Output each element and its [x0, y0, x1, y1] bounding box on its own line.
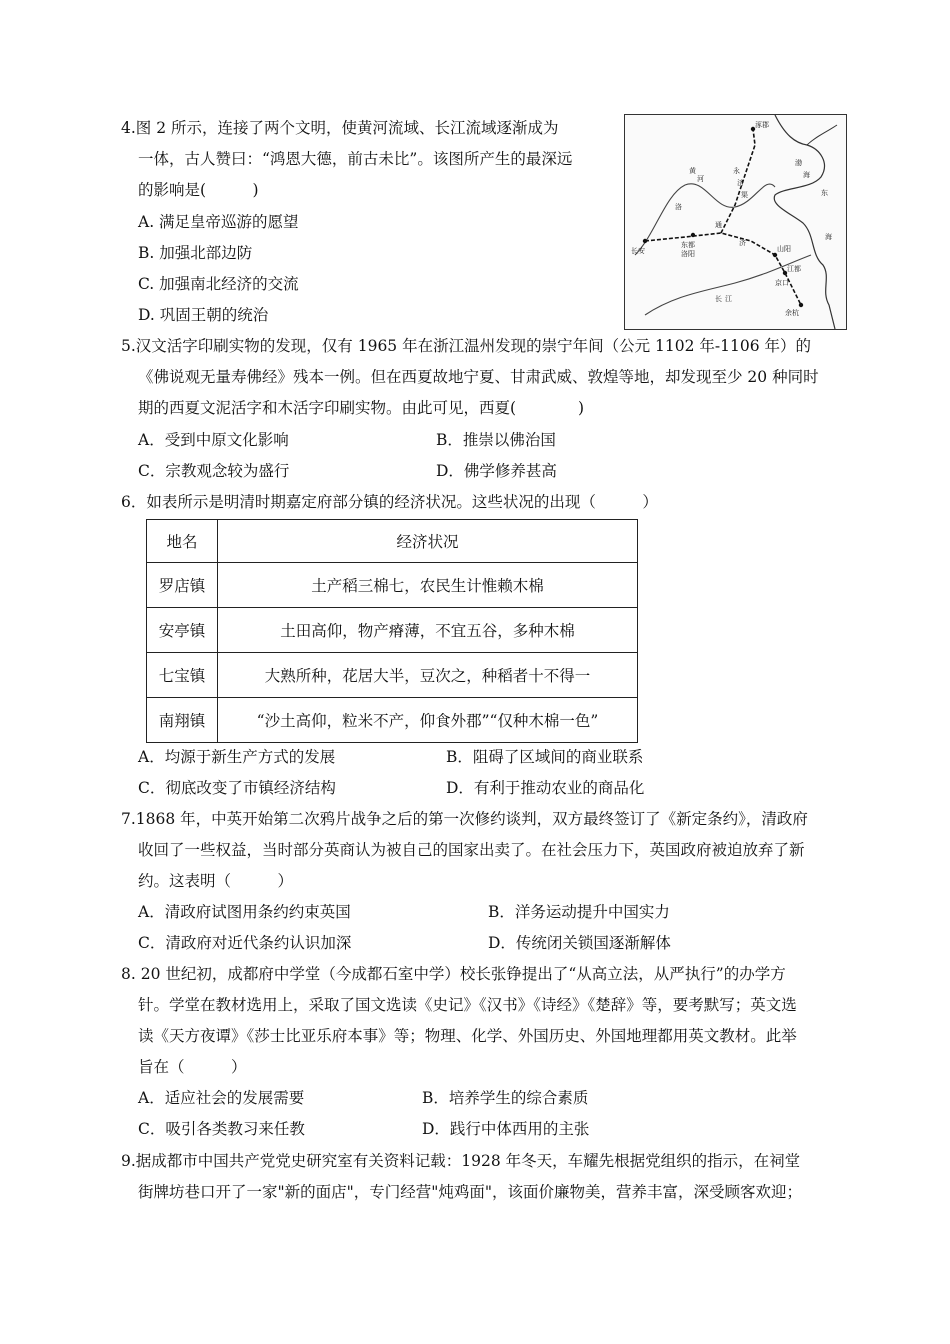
- q8-option-c: C．吸引各类教习来任教: [138, 1120, 305, 1138]
- q7-stem-line-2: 收回了一些权益，当时部分英商认为被自己的国家出卖了。在社会压力下，英国政府被迫放弃了新: [138, 841, 805, 859]
- map-label-jingkou: 京口: [775, 279, 789, 287]
- map-label-bo: 渤: [795, 159, 802, 167]
- q6-option-b: B．阻碍了区域间的商业联系: [446, 748, 644, 766]
- map-label-he: 河: [697, 175, 704, 183]
- q5-option-a: A．受到中原文化影响: [138, 431, 289, 449]
- map-label-shanyang: 山阳: [777, 245, 791, 253]
- q9-stem-line-2: 街牌坊巷口开了一家"新的面店"，专门经营"炖鸡面"，该面价廉物美，营养丰富，深受顾客欢迎；: [138, 1183, 803, 1201]
- table-cell-economy: “沙土高仰，粒米不产，仰食外郡”“仅种木棉一色”: [218, 698, 638, 743]
- q8-stem-line-1: 8. 20 世纪初，成都府中学堂（今成都石室中学）校长张铮提出了“从高立法，从严执行”的办学方: [121, 965, 786, 983]
- q5-stem-line-2: 《佛说观无量寿佛经》残本一例。但在西夏故地宁夏、甘肃武威、敦煌等地，却发现至少 20 种同时: [138, 368, 819, 386]
- q7-option-c: C．清政府对近代条约认识加深: [138, 934, 352, 952]
- q8-option-b: B．培养学生的综合素质: [422, 1089, 589, 1107]
- table-cell-place: 七宝镇: [147, 653, 218, 698]
- q8-option-d: D．践行中体西用的主张: [422, 1120, 590, 1138]
- q7-option-a: A．清政府试图用条约约束英国: [138, 903, 351, 921]
- q4-option-b: B. 加强北部边防: [138, 244, 253, 262]
- q5-option-b: B．推崇以佛治国: [436, 431, 556, 449]
- q7-stem-line-3: 约。这表明（ ）: [138, 872, 294, 890]
- map-label-luo: 洛: [675, 203, 682, 211]
- table-cell-economy: 土田高仰，物产瘠薄，不宜五谷，多种木棉: [218, 608, 638, 653]
- q5-stem-line-3: 期的西夏文泥活字和木活字印刷实物。由此可见，西夏( ): [138, 399, 585, 417]
- table-header-economy: 经济状况: [218, 520, 638, 563]
- q4-option-d: D. 巩固王朝的统治: [138, 306, 269, 324]
- map-label-qu: 渠: [741, 191, 748, 199]
- table-cell-economy: 大熟所种，花居大半，豆次之，种稻者十不得一: [218, 653, 638, 698]
- q6-option-a: A．均源于新生产方式的发展: [138, 748, 336, 766]
- q4-stem-line-3: 的影响是( ): [138, 181, 259, 199]
- q7-option-b: B．洋务运动提升中国实力: [488, 903, 670, 921]
- table-row: [147, 653, 638, 698]
- table-row: [147, 698, 638, 743]
- table-cell-place: 罗店镇: [147, 563, 218, 608]
- q6-option-c: C．彻底改变了市镇经济结构: [138, 779, 336, 797]
- map-label-hai2: 海: [825, 233, 832, 241]
- map-label-dong: 东: [821, 189, 828, 197]
- q4-option-a: A. 满足皇帝巡游的愿望: [138, 213, 299, 231]
- q7-stem-line-1: 7.1868 年，中英开始第二次鸦片战争之后的第一次修约谈判，双方最终签订了《新定条约》，清政府: [121, 810, 808, 828]
- map-label-yuhang: 余杭: [785, 309, 799, 317]
- map-label-jiang: 江: [725, 295, 732, 303]
- economy-table: [146, 519, 638, 743]
- map-label-tong: 通: [715, 221, 722, 229]
- grand-canal-map: [624, 114, 847, 330]
- map-label-yong: 永: [733, 167, 740, 175]
- map-label-jiangdu: 江都: [787, 265, 801, 273]
- table-cell-place: 安亭镇: [147, 608, 218, 653]
- map-label-chang: 长: [715, 295, 722, 303]
- q8-stem-line-3: 读《天方夜谭》《莎士比亚乐府本事》等；物理、化学、外国历史、外国地理都用英文教材。此举: [138, 1027, 797, 1045]
- map-label-luoyang: 洛阳: [681, 250, 695, 258]
- q8-stem-line-4: 旨在（ ）: [138, 1058, 247, 1076]
- q8-option-a: A．适应社会的发展需要: [138, 1089, 305, 1107]
- q4-option-c: C. 加强南北经济的交流: [138, 275, 299, 293]
- table-cell-economy: 土产稻三棉七，农民生计惟赖木棉: [218, 563, 638, 608]
- table-cell-place: 南翔镇: [147, 698, 218, 743]
- q6-option-d: D．有利于推动农业的商品化: [446, 779, 645, 797]
- q4-stem-line-2: 一体，古人赞曰：“鸿恩大德，前古未比”。该图所产生的最深远: [138, 150, 573, 168]
- q7-option-d: D．传统闭关锁国逐渐解体: [488, 934, 671, 952]
- map-label-zhuojun: 涿郡: [755, 121, 769, 129]
- q5-option-c: C．宗教观念较为盛行: [138, 462, 290, 480]
- table-row: [147, 608, 638, 653]
- q4-stem-line-1: 4.图 2 所示，连接了两个文明，使黄河流域、长江流域逐渐成为: [121, 119, 559, 137]
- map-label-huang: 黄: [689, 167, 696, 175]
- map-label-ji1: 济: [737, 179, 744, 187]
- table-header-row: [147, 520, 638, 563]
- q6-stem: 6．如表所示是明清时期嘉定府部分镇的经济状况。这些状况的出现（ ）: [121, 493, 658, 511]
- q9-stem-line-1: 9.据成都市中国共产党党史研究室有关资料记载：1928 年冬天，车耀先根据党组织的指示，在祠堂: [121, 1152, 801, 1170]
- map-label-changan: 长安: [631, 247, 645, 255]
- table-header-place: 地名: [147, 520, 218, 563]
- map-label-ji2: 济: [739, 239, 746, 247]
- map-label-hai1: 海: [803, 171, 810, 179]
- table-row: [147, 563, 638, 608]
- map-label-dongdu: 东都: [681, 241, 695, 249]
- q8-stem-line-2: 针。学堂在教材选用上，采取了国文选读《史记》《汉书》《诗经》《楚辞》等，要考默写；英文选: [138, 996, 797, 1014]
- q5-stem-line-1: 5.汉文活字印刷实物的发现，仅有 1965 年在浙江温州发现的崇宁年间（公元 1102 年-1106 年）的: [121, 337, 812, 355]
- q5-option-d: D．佛学修养甚高: [436, 462, 557, 480]
